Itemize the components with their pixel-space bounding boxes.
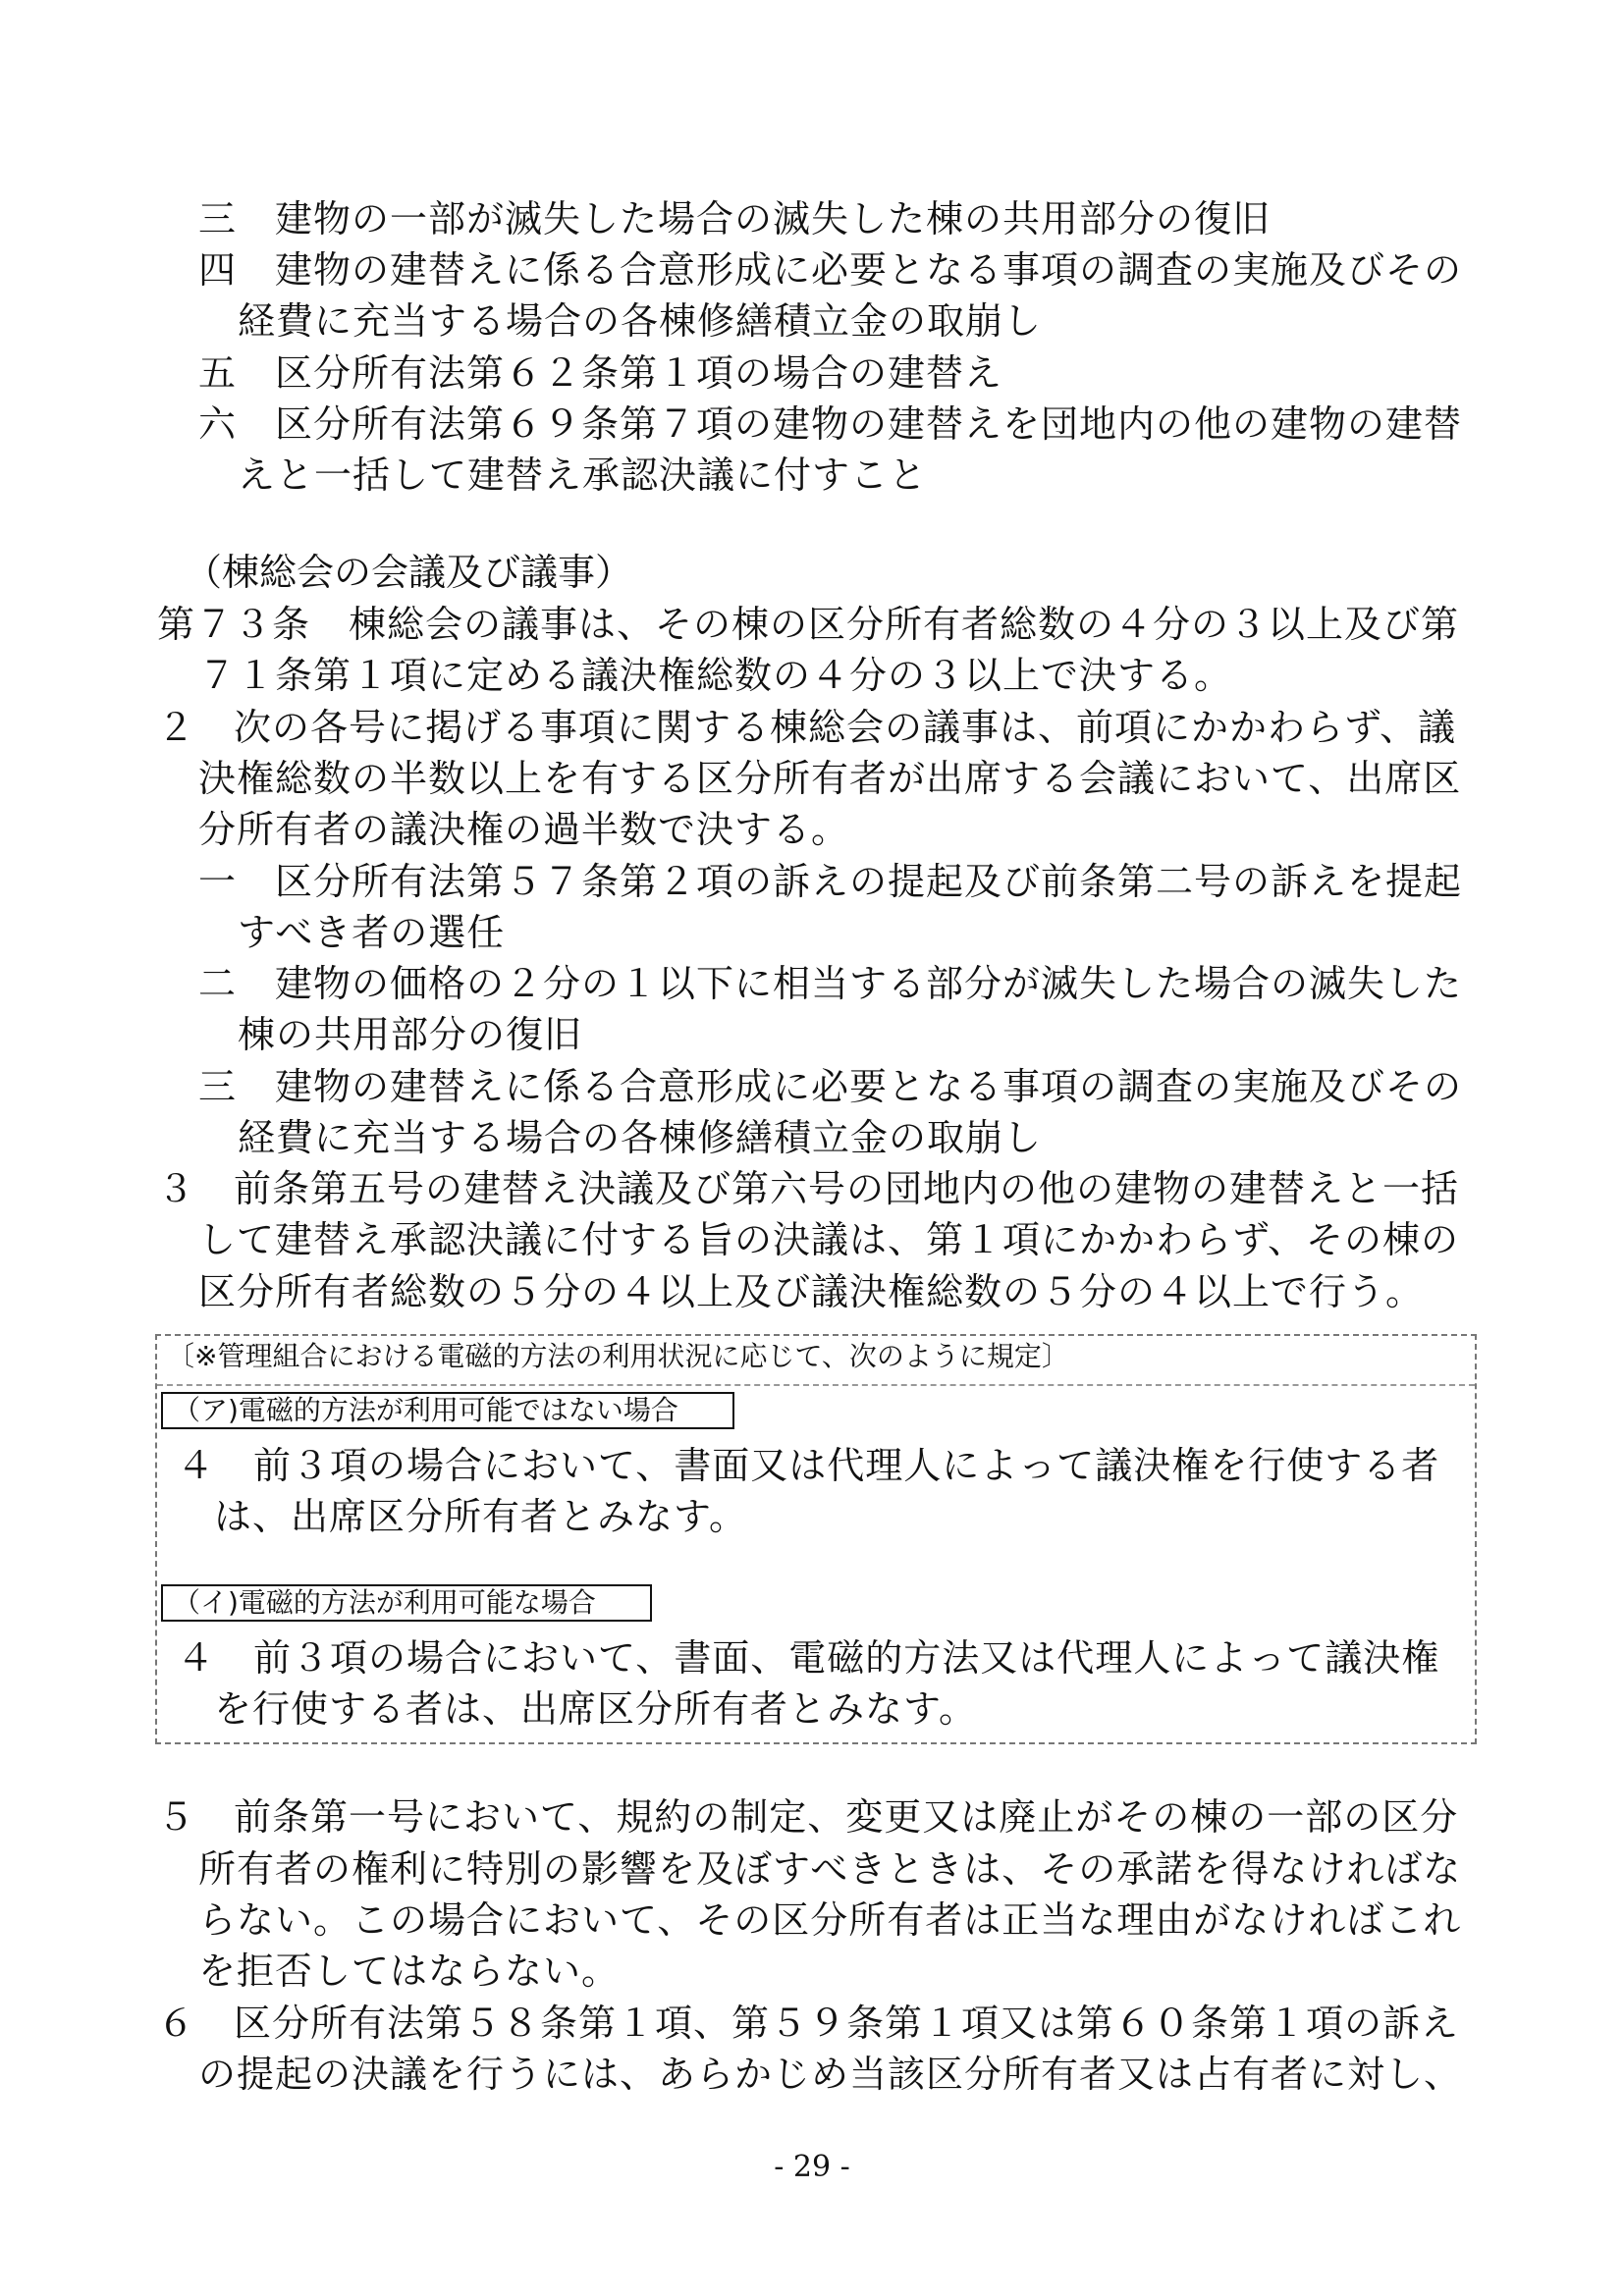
article-73-line-2: ７１条第１項に定める議決権総数の４分の３以上で決する。: [198, 654, 1233, 697]
item-three-restoration: 三 建物の一部が滅失した場合の滅失した棟の共用部分の復旧: [198, 197, 1272, 240]
subitem-two-line-1: 二 建物の価格の２分の１以下に相当する部分が滅失した場合の滅失した: [198, 962, 1463, 1005]
option-b-line-2: を行使する者は、出席区分所有者とみなす。: [214, 1687, 977, 1731]
item-five-rebuild: 五 区分所有法第６２条第１項の場合の建替え: [198, 351, 1003, 395]
paragraph-3-line-1: ３ 前条第五号の建替え決議及び第六号の団地内の他の建物の建替えと一括: [157, 1167, 1460, 1210]
paragraph-5-line-4: を拒否してはならない。: [198, 1949, 621, 1993]
item-six-rebuild-approval: 六 区分所有法第６９条第７項の建物の建替えを団地内の他の建物の建替: [198, 402, 1463, 446]
paragraph-6-line-1: ６ 区分所有法第５８条第１項、第５９条第１項又は第６０条第１項の訴え: [157, 2002, 1460, 2045]
paragraph-2-line-3: 分所有者の議決権の過半数で決する。: [198, 808, 850, 851]
paragraph-3-line-3: 区分所有者総数の５分の４以上及び議決権総数の５分の４以上で行う。: [198, 1270, 1425, 1313]
article-73-line-1: 第７３条 棟総会の議事は、その棟の区分所有者総数の４分の３以上及び第: [157, 603, 1460, 646]
box-divider: [157, 1384, 1475, 1386]
section-heading: （棟総会の会議及び議事）: [185, 551, 633, 594]
box-title: 〔※管理組合における電磁的方法の利用状況に応じて、次のように規定〕: [167, 1340, 1069, 1372]
paragraph-5-line-3: らない。この場合において、その区分所有者は正当な理由がなければこれ: [198, 1898, 1462, 1942]
paragraph-5-line-1: ５ 前条第一号において、規約の制定、変更又は廃止がその棟の一部の区分: [157, 1795, 1459, 1839]
paragraph-3-line-2: して建替え承認決議に付する旨の決議は、第１項にかかわらず、その棟の: [198, 1218, 1459, 1261]
page-number: - 29 -: [774, 2150, 850, 2184]
paragraph-2-line-1: ２ 次の各号に掲げる事項に関する棟総会の議事は、前項にかかわらず、議: [157, 706, 1456, 749]
paragraph-2-line-2: 決権総数の半数以上を有する区分所有者が出席する会議において、出席区: [198, 757, 1462, 800]
subitem-two-line-2: 棟の共用部分の復旧: [238, 1013, 583, 1056]
subitem-one-line-1: 一 区分所有法第５７条第２項の訴えの提起及び前条第二号の訴えを提起: [198, 860, 1463, 903]
option-a-label: （ア)電磁的方法が利用可能ではない場合: [161, 1392, 734, 1429]
option-a-line-1: ４ 前３項の場合において、書面又は代理人によって議決権を行使する者: [177, 1444, 1440, 1487]
paragraph-6-line-2: の提起の決議を行うには、あらかじめ当該区分所有者又は占有者に対し、: [198, 2053, 1463, 2096]
option-b-label: （イ)電磁的方法が利用可能な場合: [161, 1584, 652, 1622]
item-six-rebuild-approval-cont: えと一括して建替え承認決議に付すこと: [238, 454, 928, 497]
subitem-three-line-1: 三 建物の建替えに係る合意形成に必要となる事項の調査の実施及びその: [198, 1065, 1463, 1108]
item-four-survey: 四 建物の建替えに係る合意形成に必要となる事項の調査の実施及びその: [198, 248, 1463, 292]
option-b-line-1: ４ 前３項の場合において、書面、電磁的方法又は代理人によって議決権: [177, 1636, 1440, 1680]
option-a-line-2: は、出席区分所有者とみなす。: [214, 1495, 747, 1538]
paragraph-5-line-2: 所有者の権利に特別の影響を及ぼすべきときは、その承諾を得なければな: [198, 1847, 1462, 1891]
item-four-survey-cont: 経費に充当する場合の各棟修繕積立金の取崩し: [238, 299, 1043, 343]
subitem-three-line-2: 経費に充当する場合の各棟修繕積立金の取崩し: [238, 1116, 1043, 1159]
subitem-one-line-2: すべき者の選任: [238, 911, 506, 954]
